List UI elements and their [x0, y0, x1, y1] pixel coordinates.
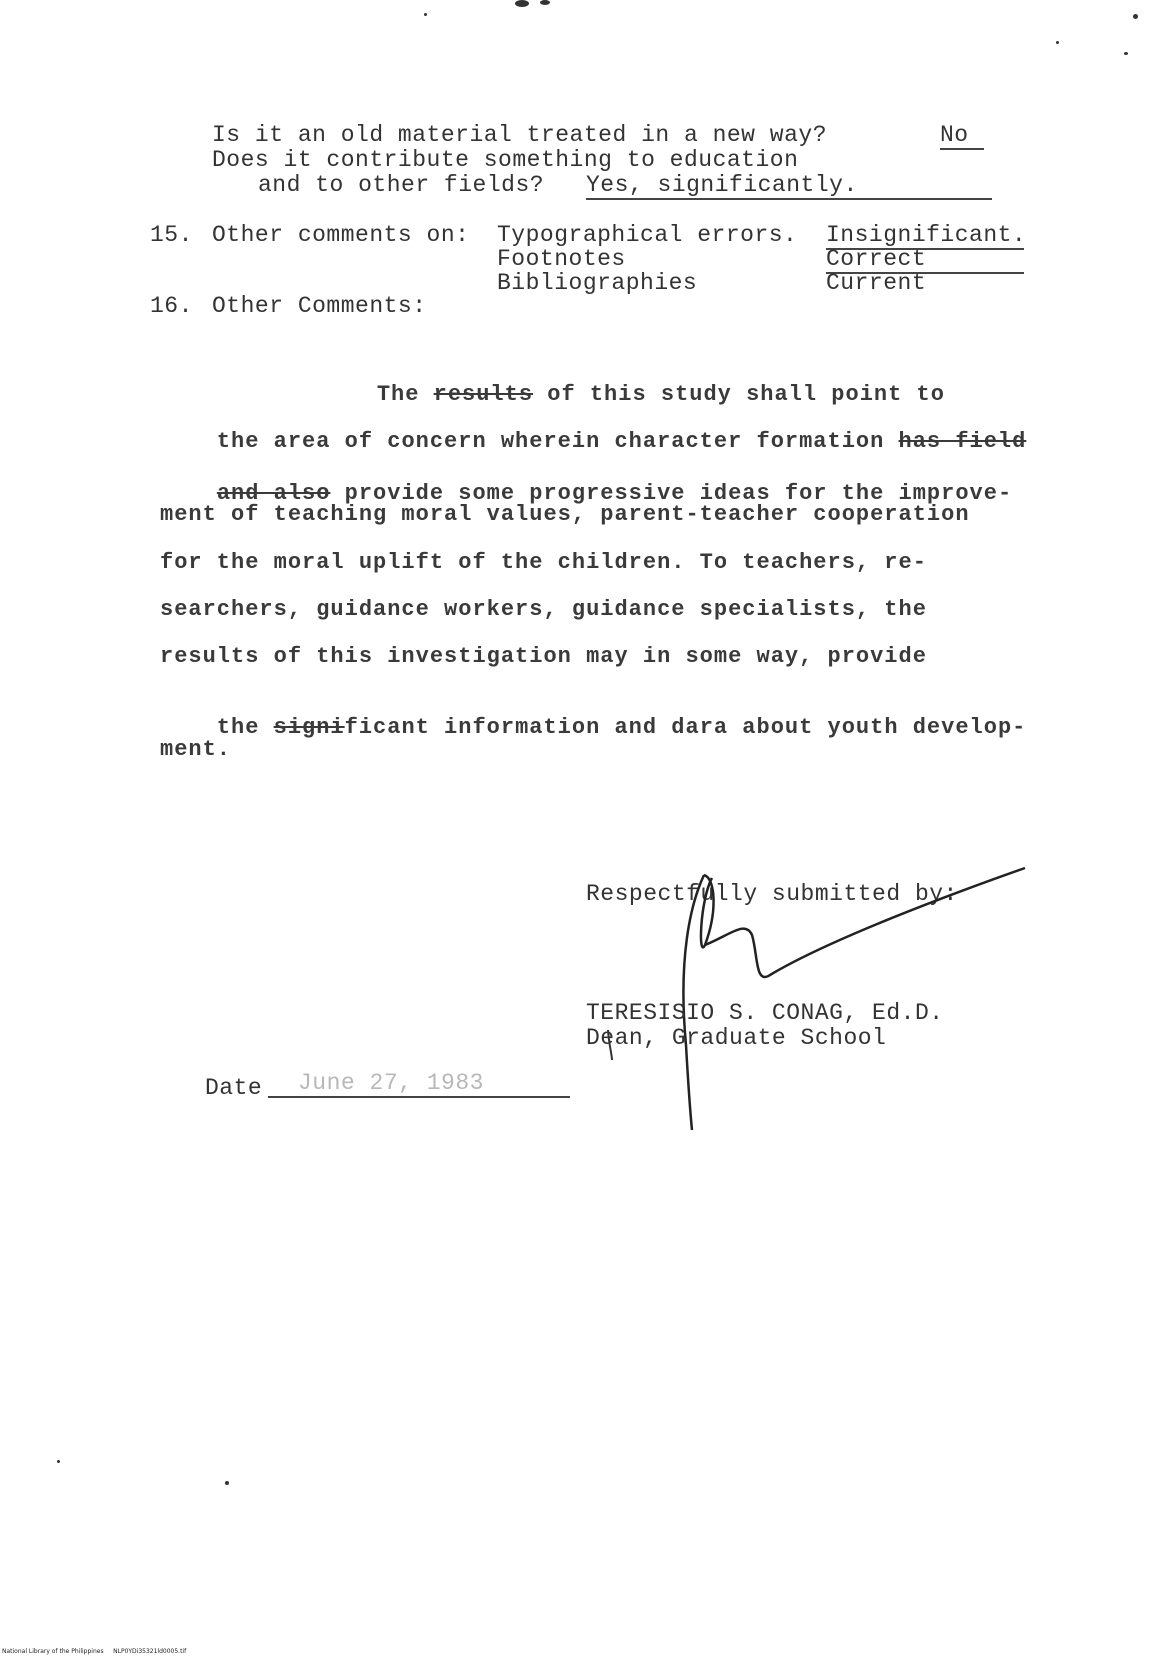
signatory-name: TERESISIO S. CONAG, Ed.D.: [586, 1000, 944, 1026]
scan-speck: [515, 0, 529, 7]
comments-line-8: [160, 690, 1026, 765]
comments-line-5: for the moral uplift of the children. To teachers, re-: [160, 550, 927, 575]
question-contribute-line1: Does it contribute something to education: [212, 147, 799, 173]
date-label: Date: [205, 1075, 263, 1101]
comments-line-9: ment.: [160, 737, 232, 762]
comments-line-6: searchers, guidance workers, guidance specialists, the: [160, 597, 927, 622]
footer-archive: National Library of the Philippines: [2, 1648, 104, 1655]
scan-speck: [57, 1460, 60, 1463]
comments-line-8-struck: signi: [273, 715, 345, 740]
item15-topic-bibliographies: Bibliographies: [497, 270, 698, 296]
scan-speck: [1124, 52, 1128, 55]
scan-speck: [424, 13, 427, 16]
item15-label: Other comments on:: [212, 222, 470, 248]
comments-line-2-a: the area of concern wherein character formation: [216, 429, 899, 454]
comments-line-4: ment of teaching moral values, parent-teacher cooperation: [160, 502, 970, 527]
comments-line-7: results of this investigation may in some way, provide: [160, 644, 927, 669]
scan-speck: [1133, 14, 1138, 19]
comments-line-8-a: the: [216, 715, 274, 740]
item15-topic-footnotes: Footnotes: [497, 246, 626, 272]
date-value: June 27, 1983: [268, 1070, 570, 1098]
item16-label: Other Comments:: [212, 293, 427, 319]
item15-value-bibliographies: Current: [826, 270, 927, 296]
answer-old-material: No: [940, 122, 984, 150]
item16-number: 16.: [150, 293, 193, 319]
comments-line-3-struck: and also: [216, 481, 331, 506]
scan-speck: [225, 1481, 229, 1485]
question-old-material: Is it an old material treated in a new way?: [212, 122, 827, 148]
scan-speck: [540, 0, 550, 5]
closing-text: Respectfully submitted by:: [586, 881, 958, 907]
answer-contribute: Yes, significantly.: [586, 172, 992, 200]
question-contribute-line2: and to other fields?: [258, 172, 545, 198]
comments-line-1-a: The: [376, 382, 434, 407]
item15-value-footnotes: Correct: [826, 246, 1024, 274]
comments-line-1-struck: results: [433, 382, 534, 407]
item15-topic-typographical: Typographical errors.: [497, 222, 798, 248]
comments-line-8-c: ficant information and dara about youth develop-: [344, 715, 1027, 740]
item15-number: 15.: [150, 222, 193, 248]
item15-value-typographical: Insignificant.: [826, 222, 1027, 248]
comments-line-2-struck: has field: [898, 429, 1027, 454]
signatory-title: Dean, Graduate School: [586, 1025, 887, 1051]
footer-file: NLP0YDi35321ld0005.tif: [113, 1648, 187, 1655]
comments-line-3-b: provide some progressive ideas for the improve-: [330, 481, 1013, 506]
comments-line-1-c: of this study shall point to: [533, 382, 945, 407]
archive-footer: [2, 1648, 186, 1655]
scan-speck: [1056, 41, 1059, 44]
